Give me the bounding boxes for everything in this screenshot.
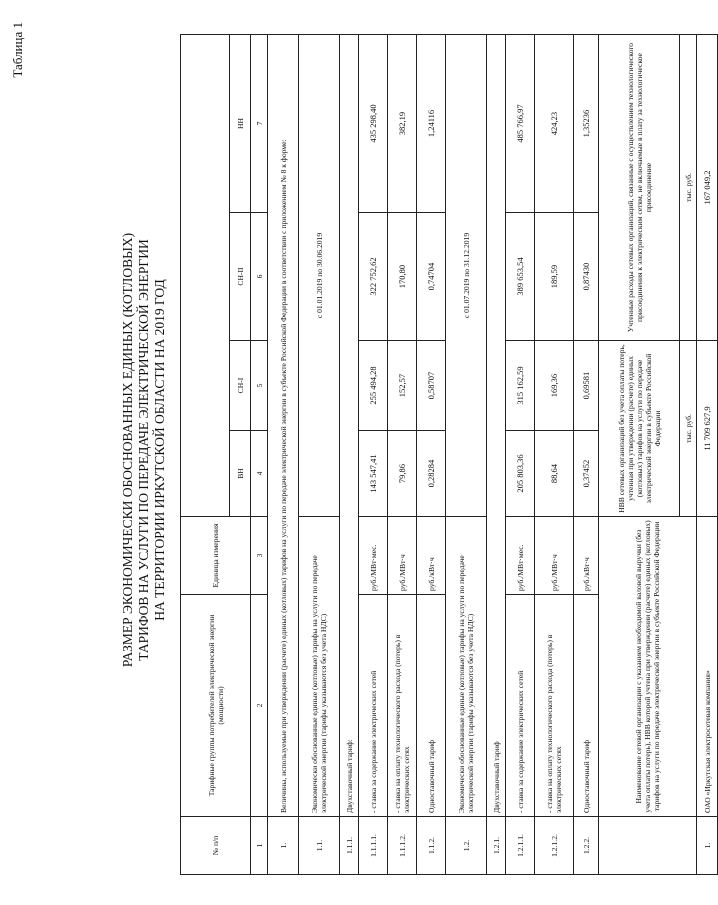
row-1-1-1-2-unit: руб./МВт·ч [388, 517, 417, 595]
row-1-2-2-sn2: 0,87430 [574, 213, 599, 341]
row-1-2-text: Экономически обоснованные единые (котловые) тарифы на услуги по передаче электрической энергии (тарифы указываются без учета НДС) [446, 517, 487, 817]
row-1-2-1-num: 1.2.1. [487, 817, 506, 875]
losses-header: Учтенные расходы сетевых организаций, связанные с осуществлением технологического присоединения к электрическим сетям, не включаемые в плату за технологическое присоединение [599, 35, 680, 341]
company-num: 1. [697, 817, 718, 875]
row-1-1-2-nn: 1,24116 [417, 35, 446, 213]
header-sn1: СН-I [230, 341, 251, 431]
title-line-3: НА ТЕРРИТОРИИ ИРКУТСКОЙ ОБЛАСТИ НА 2019 ГОД [152, 279, 167, 621]
row-1-2-1-1-unit: руб./МВт·мес. [506, 517, 535, 595]
row-1-1-1-1-unit: руб./МВт·мес. [359, 517, 388, 595]
header-unit: Единица измерения [181, 517, 251, 595]
row-1-1-1-1-nn: 435 298,40 [359, 35, 388, 213]
row-1-1-1-num: 1.1.1. [340, 817, 359, 875]
row-1-1-1-1-num: 1.1.1.1. [359, 817, 388, 875]
row-1-1-1-1-sn1: 255 494,28 [359, 341, 388, 431]
nvv-unit: тыс. руб. [680, 341, 697, 517]
header-vn: ВН [230, 431, 251, 517]
header-group: Тарифные группы потребителей электрической энергии (мощности) [181, 595, 251, 817]
row-1-2-1-2-num: 1.2.1.2. [535, 817, 574, 875]
row-1-1-1-2-sn1: 152,57 [388, 341, 417, 431]
col-index-6: 6 [251, 213, 268, 341]
row-1-1-2-label: Одноставочный тариф [417, 595, 446, 817]
nvv-description: Наименование сетевой организации с указанием необходимой валовой выручки (без учета оплаты потерь), НВВ которой учтена при утверждении (расчете) единых (котловых) тарифов на услуги по передаче электрической энергии в субъекте Российской Федерации [599, 517, 697, 817]
row-1-2-period: с 01.07.2019 по 31.12.2019 [446, 35, 487, 517]
header-nn: НН [230, 35, 251, 213]
table-number: Таблица 1 [10, 22, 25, 78]
row-1-1-num: 1.1. [299, 817, 340, 875]
row-1-2-1-2-label: - ставка на оплату технологического расхода (потерь) в электрических сетях [535, 595, 574, 817]
row-1-1-1-2-num: 1.1.1.2. [388, 817, 417, 875]
row-1-1-2-sn1: 0,58707 [417, 341, 446, 431]
row-1-1-1-1-vn: 143 547,41 [359, 431, 388, 517]
row-1-1-period: с 01.01.2019 по 30.06.2019 [299, 35, 340, 517]
row-1-1-1-2-sn2: 170,80 [388, 213, 417, 341]
row-1-1-1-1-label: - ставка за содержание электрических сетей [359, 595, 388, 817]
row-1-1-2-num: 1.1.2. [417, 817, 446, 875]
row-1-2-2-nn: 1,35236 [574, 35, 599, 213]
header-num: № п/п [181, 817, 251, 875]
row-1-1-1-1-sn2: 322 752,62 [359, 213, 388, 341]
col-index-3: 3 [251, 517, 268, 595]
row-1-1-1-2-vn: 79,86 [388, 431, 417, 517]
company-losses: 167 049,2 [697, 35, 718, 341]
row-1-1-2-unit: руб./кВт·ч [417, 517, 446, 595]
row-1-2-2-vn: 0,37452 [574, 431, 599, 517]
header-empty [181, 35, 230, 517]
row-1-1-1-2-nn: 382,19 [388, 35, 417, 213]
row-1-2-1-2-sn1: 169,36 [535, 341, 574, 431]
header-sn2: СН-II [230, 213, 251, 341]
row-1-1-2-sn2: 0,74704 [417, 213, 446, 341]
row-1-2-2-num: 1.2.2. [574, 817, 599, 875]
title-line-1: РАЗМЕР ЭКОНОМИЧЕСКИ ОБОСНОВАННЫХ ЕДИНЫХ (КОТЛОВЫХ) [120, 232, 135, 668]
row-1-2-1-2-unit: руб./МВт·ч [535, 517, 574, 595]
col-index-7: 7 [251, 35, 268, 213]
row-1-2-1-1-label: - ставка за содержание электрических сетей [506, 595, 535, 817]
row-1-2-1-1-vn: 205 803,36 [506, 431, 535, 517]
row-1-2-1-2-sn2: 189,59 [535, 213, 574, 341]
document-title [120, 105, 168, 795]
losses-unit: тыс. руб. [680, 35, 697, 341]
row-1-2-2-sn1: 0,69581 [574, 341, 599, 431]
row-1-2-1-1-nn: 485 766,97 [506, 35, 535, 213]
nvv-header: НВВ сетевых организаций без учета оплаты потерь, учтенная при утверждении (расчете) единых (котловых) тарифов на услуги по передаче электрической энергии в субъекте Российской Федерации [599, 341, 680, 517]
row-1-2-2-unit: руб./кВт·ч [574, 517, 599, 595]
row-1-2-num: 1.2. [446, 817, 487, 875]
row-1-text: Величины, используемые при утверждении (расчете) единых (котловых) тарифов на услуги по передаче электрической энергии в субъекте Российской Федерации в соответствии с приложением № 8 к форме: [268, 35, 299, 817]
row-1-2-1-1-sn1: 315 162,59 [506, 341, 535, 431]
row-1-2-1-2-nn: 424,23 [535, 35, 574, 213]
col-index-1: 1 [251, 817, 268, 875]
row-1-2-1-text: Двухставочный тариф [487, 35, 506, 817]
row-1-1-1-2-label: - ставка на оплату технологического расхода (потерь) в электрических сетях [388, 595, 417, 817]
row-1-2-1-1-num: 1.2.1.1. [506, 817, 535, 875]
row-1-num: 1. [268, 817, 299, 875]
row-1-1-2-vn: 0,28284 [417, 431, 446, 517]
row-1-2-1-1-sn2: 389 653,54 [506, 213, 535, 341]
block-2-num [599, 817, 697, 875]
row-1-1-1-text: Двухставочный тариф: [340, 35, 359, 817]
col-index-4: 4 [251, 431, 268, 517]
row-1-2-1-2-vn: 88,64 [535, 431, 574, 517]
col-index-5: 5 [251, 341, 268, 431]
company-nvv: 11 709 627,9 [697, 341, 718, 517]
row-1-2-2-label: Одноставочный тариф [574, 595, 599, 817]
title-line-2: ТАРИФОВ НА УСЛУГИ ПО ПЕРЕДАЧЕ ЭЛЕКТРИЧЕСКОЙ ЭНЕРГИИ [136, 239, 151, 661]
company-name: ОАО «Иркутская электросетевая компания» [697, 517, 718, 817]
tariff-table [180, 34, 718, 875]
col-index-2: 2 [251, 595, 268, 817]
row-1-1-text: Экономически обоснованные единые (котловые) тарифы на услуги по передаче электрической энергии (тарифы указываются без учета НДС) [299, 517, 340, 817]
